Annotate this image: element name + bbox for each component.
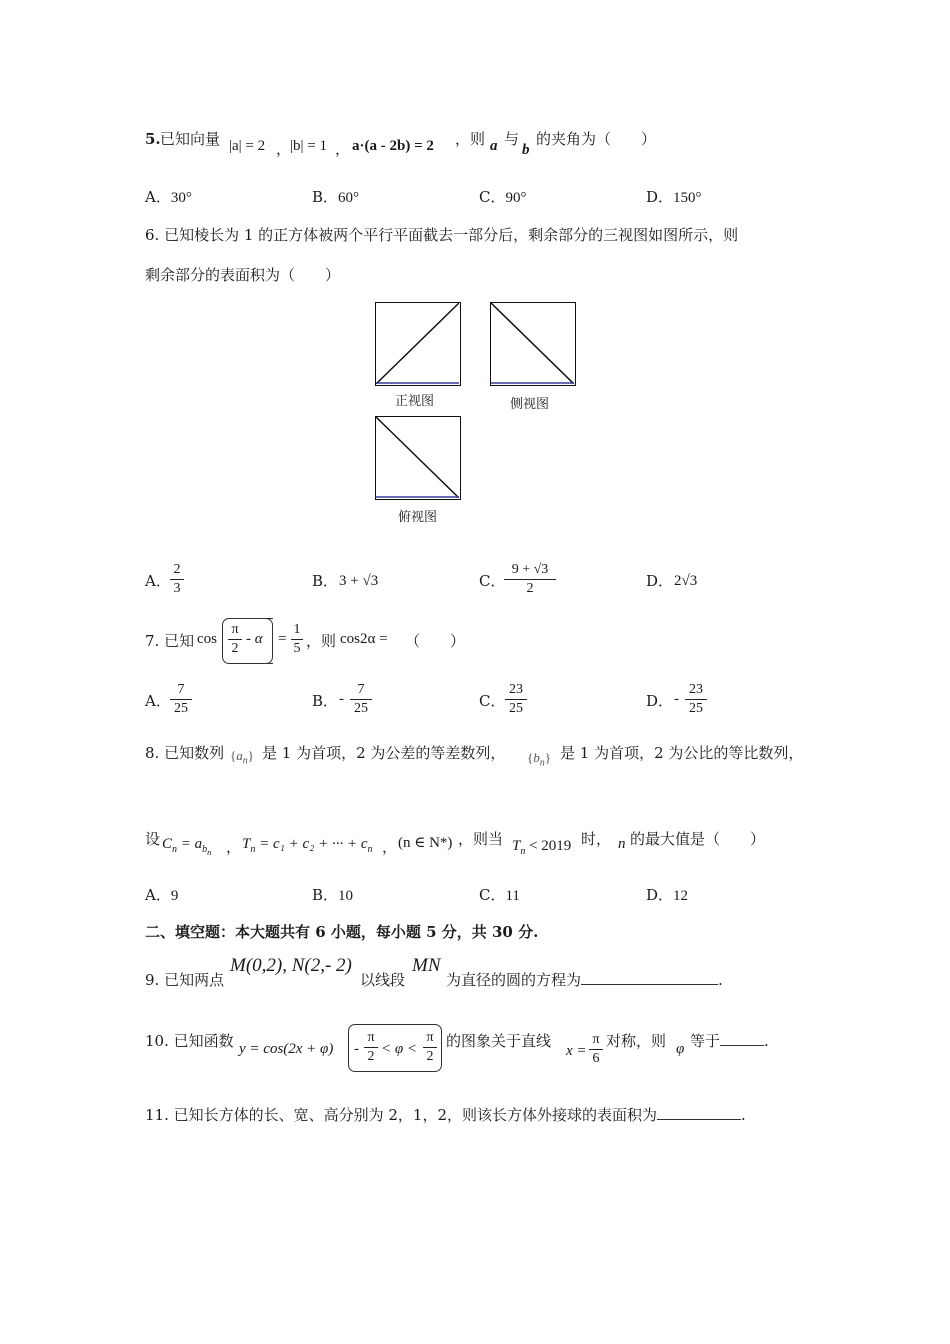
- q10-tail: 等于 .: [690, 1032, 769, 1050]
- q10-lead: 10. 已知函数: [145, 1032, 234, 1050]
- q7-option-a-fraction: 7 25: [170, 682, 192, 717]
- q8-n: n: [618, 836, 626, 852]
- q5-option-b: B．60°: [312, 188, 360, 206]
- q10-pi-over-6: π 6: [589, 1032, 603, 1067]
- q8-mid1: 是 1 为首项，2 为公差的等差数列，: [262, 744, 506, 762]
- q5-cond-dot: a·(a - 2b) = 2: [352, 138, 434, 154]
- q10-minus: -: [354, 1041, 359, 1057]
- side-view-figure: [490, 302, 576, 386]
- q11-answer-blank[interactable]: [657, 1105, 741, 1120]
- q7-option-d-fraction: 23 25: [685, 682, 707, 717]
- q7-option-b-sign: -: [339, 691, 344, 707]
- q7-option-b-fraction: 7 25: [350, 682, 372, 717]
- q9-mid: 以线段: [360, 971, 406, 989]
- q7-option-c-fraction: 23 25: [505, 682, 527, 717]
- q9-segment: MN: [412, 955, 441, 976]
- q10-phi: φ: [676, 1041, 685, 1057]
- q6-option-c-letter: C．: [479, 572, 506, 590]
- q7-tail: （ ）: [405, 632, 466, 650]
- top-view-figure: [375, 416, 461, 500]
- q5-cond-a-norm: |a| = 2: [229, 138, 266, 154]
- q10-answer-blank[interactable]: [720, 1031, 764, 1046]
- q6-option-d-expr: 2√3: [674, 573, 698, 589]
- q10-function: y = cos(2x + φ): [239, 1041, 334, 1057]
- q9-answer-blank[interactable]: [581, 970, 718, 985]
- q6-option-a-fraction: 2 3: [170, 562, 184, 597]
- q8-ineq: $T_n < 2019$: [512, 838, 572, 857]
- q8-set: 设: [145, 830, 161, 848]
- top-view-label: 俯视图: [398, 510, 438, 525]
- q5-lead: 已知向量: [160, 130, 221, 148]
- q7-target: cos2α =: [340, 631, 388, 647]
- q10-mid: 的图象关于直线: [446, 1032, 552, 1050]
- q6-option-a-letter: A．: [145, 572, 171, 590]
- q8-option-b: B．10: [312, 886, 354, 904]
- q8-when2: 时，: [581, 830, 612, 848]
- q7-option-d-sign: -: [674, 691, 679, 707]
- q7-option-a-letter: A．: [145, 692, 171, 710]
- q9-points: M(0,2), N(2,- 2): [230, 955, 352, 976]
- q8-option-d: D．12: [646, 886, 689, 904]
- q6-line2: 剩余部分的表面积为（ ）: [145, 266, 341, 284]
- q6-option-b-expr: 3 + √3: [339, 573, 379, 589]
- q10-sym: 对称，则: [606, 1032, 667, 1050]
- q8-seq-a: $\{a_n\}$: [230, 748, 254, 767]
- q10-phi-range: < φ <: [381, 1041, 418, 1057]
- q9-lead: 9. 已知两点: [145, 971, 225, 989]
- q10-pi-over-2-right: π 2: [423, 1030, 437, 1065]
- q7-then: ，则: [306, 632, 337, 650]
- q6-option-b-letter: B．: [312, 572, 339, 590]
- q7-one-fifth: 1 5: [291, 622, 303, 657]
- q8-seq-b: $\{b_n\}$: [527, 750, 551, 769]
- q8-cn-def: $C_n = a_{b_n}$: [162, 836, 212, 857]
- q7-cos: cos: [197, 631, 217, 647]
- q10-x-eq: x =: [566, 1043, 587, 1059]
- q8-lead: 8. 已知数列: [145, 744, 225, 762]
- q5-option-a: A．30°: [145, 188, 192, 206]
- q11-text: 11. 已知长方体的长、宽、高分别为 2，1，2，则该长方体外接球的表面积为 .: [145, 1106, 746, 1124]
- q7-lead: 7. 已知: [145, 632, 195, 650]
- q7-option-c-letter: C．: [479, 692, 506, 710]
- q8-tn-def: $T_n = c_1 + c_2$ + ··· + $c_n$: [242, 836, 373, 855]
- q7-option-d-letter: D．: [646, 692, 674, 710]
- q5-option-d: D．150°: [646, 188, 702, 206]
- q8-option-c: C．11: [479, 886, 520, 904]
- q5-vec-b: b: [522, 142, 530, 158]
- q5-option-c: C．90°: [479, 188, 527, 206]
- q8-mid2: 是 1 为首项，2 为公比的等比数列，: [560, 744, 804, 762]
- q5-tail: 的夹角为（ ）: [536, 130, 657, 148]
- q7-eq: =: [278, 631, 287, 647]
- q6-option-c-fraction: 9 + √3 2: [504, 562, 556, 597]
- q8-option-a: A．9: [145, 886, 179, 904]
- q5-then: ，则: [455, 130, 486, 148]
- q9-tail: 为直径的圆的方程为 .: [446, 971, 723, 989]
- q5-with: 与: [504, 130, 520, 148]
- q5-vec-a: a: [490, 138, 498, 154]
- q5-number: 5.: [145, 130, 161, 148]
- q6-line1: 6. 已知棱长为 1 的正方体被两个平行平面截去一部分后，剩余部分的三视图如图所示，则: [145, 226, 739, 244]
- q5-cond-b-norm: |b| = 1: [290, 138, 327, 154]
- front-view-label: 正视图: [395, 394, 435, 409]
- q8-tail: 的最大值是（ ）: [630, 830, 766, 848]
- front-view-figure: [375, 302, 461, 386]
- q6-option-d-letter: D．: [646, 572, 674, 590]
- q7-minus-alpha: - α: [246, 631, 263, 647]
- section-2-heading: 二、填空题：本大题共有 6 小题，每小题 5 分，共 30 分.: [145, 923, 539, 941]
- q7-pi-over-2: π 2: [228, 622, 242, 657]
- q10-pi-over-2-left: π 2: [364, 1030, 378, 1065]
- q7-option-b-letter: B．: [312, 692, 339, 710]
- side-view-label: 侧视图: [510, 397, 550, 412]
- q8-when: ，则当: [458, 830, 504, 848]
- q8-condition: (n ∈ N*): [398, 835, 453, 851]
